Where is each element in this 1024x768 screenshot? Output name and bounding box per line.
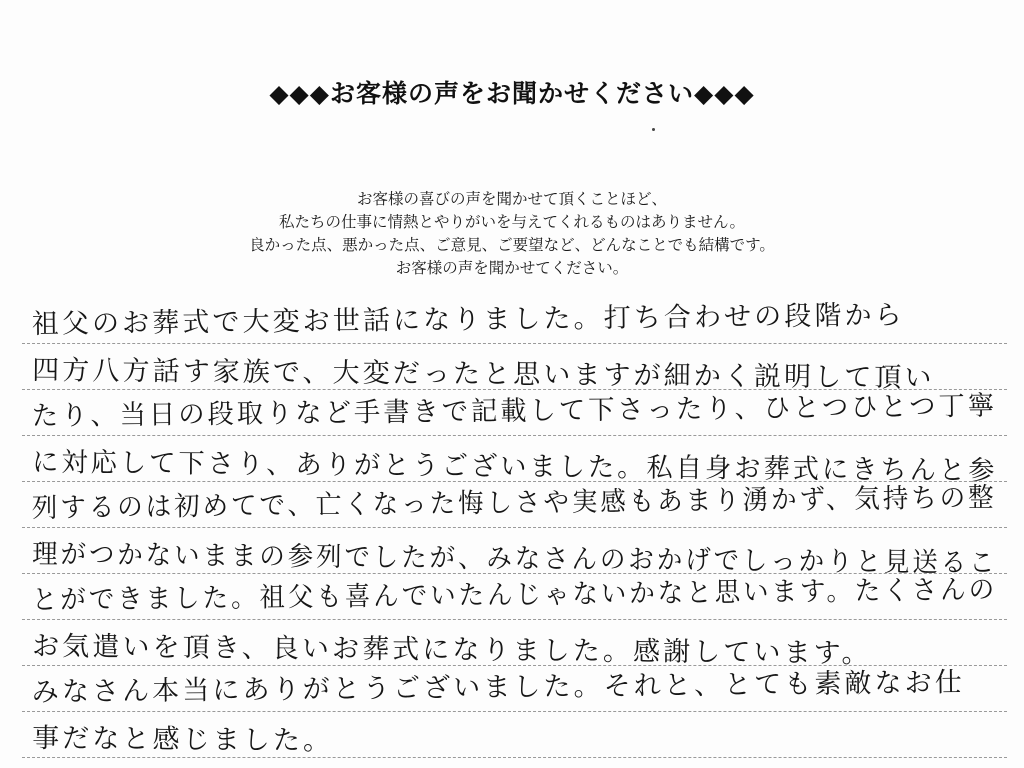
ruled-line (22, 482, 1007, 528)
intro-line: お客様の声を聞かせてください。 (395, 259, 629, 277)
handwritten-line: 事だなと感じました。 (32, 723, 334, 757)
handwritten-line: みなさん本当にありがとうございました。それと、とても素敵なお仕 (31, 667, 966, 709)
handwritten-line: に対応して下さり、ありがとうございました。私自身お葬式にきちんと参 (32, 447, 998, 487)
ruled-line (22, 344, 1007, 394)
handwritten-line: 列するのは初めてで、亡くなった悔しさや実感もあまり湧かず、気持ちの整 (31, 482, 997, 525)
ruled-line (22, 712, 1007, 758)
handwritten-line: たり、当日の段取りなど手書きで記載して下さったり、ひとつひとつ丁寧 (31, 390, 998, 433)
ruled-line (22, 436, 1007, 487)
intro-text (0, 188, 1024, 280)
ruled-line (22, 620, 1007, 670)
ruled-line (22, 528, 1007, 579)
ruled-line (22, 666, 1007, 712)
ruled-line (22, 298, 1007, 344)
handwritten-line: とができました。祖父も喜んでいたんじゃないかなと思います。たくさんの (31, 574, 998, 617)
ruled-line (22, 574, 1007, 620)
handwritten-line: お気遣いを頂き、良いお葬式になりました。感謝しています。 (32, 631, 872, 670)
handwritten-line: 理がつかないままの参列でしたが、みなさんのおかげでしっかりと見送るこ (32, 539, 998, 579)
intro-line: お客様の喜びの声を聞かせて頂くことほど、 (356, 190, 667, 208)
handwritten-line: 四方八方話す家族で、大変だったと思いますが細かく説明して頂い (32, 355, 935, 394)
intro-line: 良かった点、悪かった点、ご意見、ご要望など、どんなことでも結構です。 (249, 236, 775, 254)
scan-speck (652, 128, 655, 131)
form-title: ◆◆◆お客様の声をお聞かせください◆◆◆ (269, 79, 755, 108)
dashed-rule (22, 757, 1007, 758)
handwritten-line: 祖父のお葬式で大変お世話になりました。打ち合わせの段階から (31, 299, 905, 341)
handwritten-comment-area (22, 298, 1007, 758)
ruled-line (22, 390, 1007, 436)
intro-line: 私たちの仕事に情熱とやりがいを与えてくれるものはありません。 (279, 213, 745, 231)
